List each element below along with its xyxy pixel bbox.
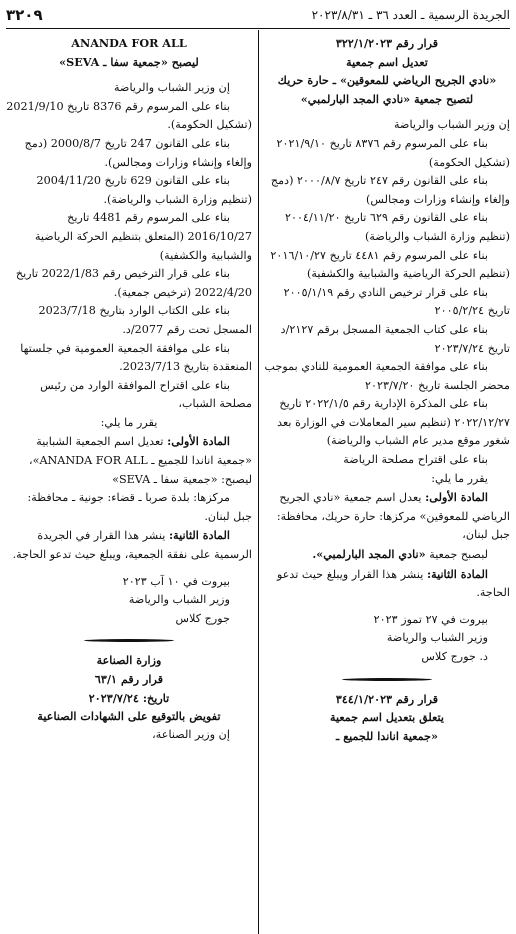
article-text: ينشر هذا القرار في الجريدة الرسمية على نفقة الجمعية، ويبلغ حيث تدعو الحاجة. (12, 529, 252, 562)
issuer-line: إن وزير الشباب والرياضة (113, 81, 230, 95)
article-2 (264, 565, 510, 603)
decides-line: يقرر ما يلي: (431, 471, 488, 485)
recital: بناء على الكتاب الوارد بتاريخ 2023/7/18 المسجل تحت رقم 2077/د. (38, 304, 252, 336)
section-divider (342, 677, 432, 682)
decree-title-cont: ليصبح «جمعية سفا ـ SEVA» (59, 54, 199, 69)
recital: بناء على المرسوم رقم ٤٤٨١ تاريخ ٢٠١٦/١٠/٢٧ (تنظيم الحركة الرياضية والشبابية والكشفية) (270, 248, 510, 281)
recital: بناء على القانون 247 تاريخ 2000/8/7 (دمج وإلغاء وإنشاء وزارات ومجالس). (24, 136, 252, 169)
decree-title-line2: لتصبح جمعية «نادي المجد البارلمبي» (300, 91, 474, 106)
article-label: المادة الأولى: (167, 434, 230, 449)
decree-title: «جمعية اناندا للجميع ـ (336, 728, 438, 743)
article-text: يعدل اسم جمعية «نادي الجريح الرياضي للمعوقين» مركزها: حارة حريك، محافظة: جبل لبنان، (276, 491, 510, 542)
recital: بناء على كتاب الجمعية المسجل برقم ٢١٢٧/د تاريخ ٢٠٢٣/٧/٢٤ (280, 322, 510, 355)
decides-line: يقرر ما يلي: (100, 415, 158, 429)
article-1-new-name (264, 545, 510, 565)
left-column (6, 34, 252, 744)
running-title: الجريدة الرسمية ـ العدد ٣٦ ـ ٢٠٢٣/٨/٣١ (311, 8, 510, 22)
decree-title-english: ANANDA FOR ALL (71, 36, 187, 50)
recital: بناء على المذكرة الإدارية رقم ٢٠٢٢/١/٥ تاريخ ٢٠٢٢/١٢/٢٧ (تنظيم سير المعاملات في الوزارة بعد شغور موقع مدير عام الشباب والرياضة) (277, 397, 510, 448)
recital: بناء على المرسوم رقم 8376 تاريخ 2021/9/10 (تشكيل الحكومة). (6, 99, 252, 132)
recital: بناء على المرسوم رقم ٨٣٧٦ تاريخ ٢٠٢١/٩/١٠ (تشكيل الحكومة) (276, 136, 510, 169)
recital: بناء على موافقة الجمعية العمومية للنادي بموجب محضر الجلسة تاريخ ٢٠٢٣/٧/٢٠ (264, 360, 510, 392)
page-number: ٣٢٠٩ (6, 6, 43, 24)
page-header (6, 4, 510, 29)
association-location: مركزها: بلدة صربا ـ قضاء: جونية ـ محافظة: جبل لبنان. (27, 491, 252, 523)
ministry-heading: وزارة الصناعة (96, 653, 162, 668)
minister-name: جورج كلاس (175, 611, 230, 625)
place-date: بيروت في ١٠ آب ٢٠٢٣ (122, 574, 230, 588)
decree-subject: تعديل اسم جمعية (346, 54, 428, 69)
recital: بناء على اقتراح مصلحة الرياضة (343, 453, 488, 467)
place-date: بيروت في ٢٧ تموز ٢٠٢٣ (373, 612, 488, 626)
new-name: «نادي المجد البارلمبي». (312, 547, 426, 562)
decree-number: قرار رقم ٣٢٢/١/٢٠٢٣ (335, 36, 439, 50)
article-label: المادة الأولى: (425, 490, 488, 505)
recital: بناء على موافقة الجمعية العمومية في جلستها المنعقدة بتاريخ 2023/7/13. (20, 341, 252, 374)
decree-number: قرار رقم ٣٤٤/١/٢٠٢٣ (335, 691, 439, 706)
decree-title-line1: «نادي الجريح الرياضي للمعوقين» ـ حارة حريك (277, 73, 497, 88)
column-divider (258, 30, 259, 934)
recital: بناء على القانون 629 تاريخ 2004/11/20 (تنظيم وزارة الشباب والرياضة). (36, 174, 252, 206)
recital: بناء على القانون رقم ٢٤٧ تاريخ ٢٠٠٠/٨/٧ (دمج وإلغاء وإنشاء وزارات ومجالس) (270, 174, 510, 206)
recital: بناء على قرار الترخيص رقم 2022/1/83 تاريخ 2022/4/20 (ترخيص جمعية). (15, 267, 252, 299)
article-text: ينشر هذا القرار ويبلغ حيث تدعو الحاجة. (276, 567, 510, 600)
article-label: المادة الثانية: (168, 528, 230, 543)
article-text: تعديل اسم الجمعية الشبابية «جمعية اناندا للجميع ـ ANANDA FOR ALL»، ليصبح: «جمعية سفا ـ SEVA» (28, 435, 252, 486)
recital: بناء على اقتراح الموافقة الوارد من رئيس مصلحة الشباب، (40, 378, 252, 411)
recital: بناء على قرار ترخيص النادي رقم ٢٠٠٥/١/١٩ تاريخ ٢٠٠٥/٢/٢٤ (283, 285, 510, 318)
recital: بناء على القانون رقم ٦٢٩ تاريخ ٢٠٠٤/١١/٢٠ (تنظيم وزارة الشباب والرياضة) (284, 211, 510, 243)
minister-title: وزير الشباب والرياضة (386, 631, 488, 645)
article-1 (6, 432, 252, 489)
issuer-line: إن وزير الصناعة، (152, 727, 230, 741)
recital: بناء على المرسوم رقم 4481 تاريخ 2016/10/27 (المتعلق بتنظيم الحركة الرياضية والشبابية والكشفية) (34, 211, 252, 262)
decree-number: قرار رقم ٦٣/١ (94, 672, 164, 686)
decree-date: تاريخ: ٢٠٢٣/٧/٢٤ (88, 690, 170, 705)
article-2 (6, 526, 252, 564)
decree-subject: تفويض بالتوقيع على الشهادات الصناعية (37, 709, 221, 724)
new-name-prefix: لبصبح جمعية (429, 548, 488, 562)
section-divider (84, 638, 174, 643)
decree-subject: يتعلق بتعديل اسم جمعية (329, 710, 445, 725)
right-column (264, 34, 510, 745)
issuer-line: إن وزير الشباب والرياضة (393, 118, 510, 132)
article-label: المادة الثانية: (426, 566, 488, 581)
article-1 (264, 488, 510, 545)
minister-name: د. جورج كلاس (421, 650, 488, 663)
minister-title: وزير الشباب والرياضة (128, 593, 230, 607)
